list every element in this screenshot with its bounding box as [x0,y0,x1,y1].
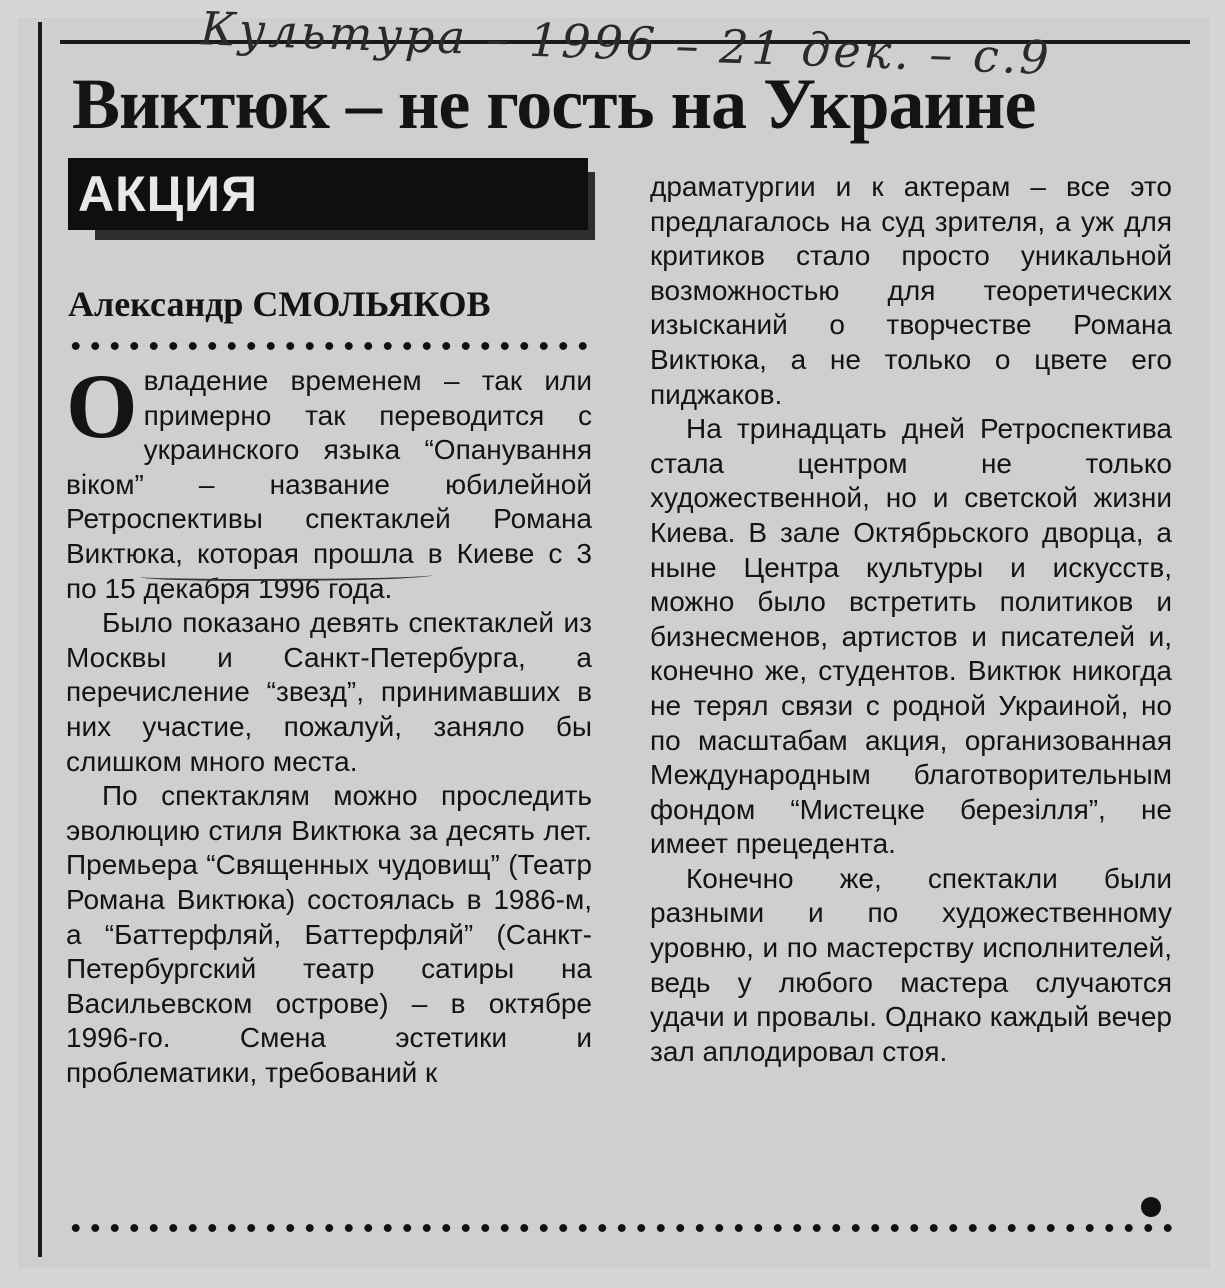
handwritten-annotation: Культура – 1996 – 21 дек. – с.9 [199,1,1053,85]
article-headline: Виктюк – не гость на Украине [72,64,1036,144]
paragraph [66,355,592,606]
paragraph: драматургии и к актерам – все это предлагалось на суд зрителя, а уж для критиков стало просто уникальной возможностью для теоретических изысканий о творчестве Романа Виктюка, а не только о цвете его пиджаков. [650,171,1172,410]
author-byline: Александр СМОЛЬЯКОВ [68,284,491,324]
paragraph: Было показано девять спектаклей из Москвы и Санкт-Петербурга, а перечисление “звезд”, принимавших в них участие, пожалуй, заняло бы слишком много места. [66,607,592,777]
end-of-article-bullet [1141,1197,1161,1217]
drop-cap: О [66,355,138,457]
dotted-divider-author [66,341,596,351]
column-1 [66,355,592,1090]
paragraph: На тринадцать дней Ретроспектива стала центром не только художественной, но и светской жизни Киева. В зале Октябрьского дворца, а ныне Центра культуры и искусств, можно было встретить политиков и бизнесменов, артистов и писателей и, конечно же, студентов. Виктюк никогда не терял связи с родной Украиной, но по масштабам акция, организованная Международным благотворительным фондом “Мистецке березілля”, не имеет прецедента. [650,413,1172,860]
paragraph: Конечно же, спектакли были разными и по художественному уровню, и по мастерству исполнителей, ведь у любого мастера случаются удачи и провалы. Однако каждый вечер зал аплодировал стоя. [650,862,1172,1067]
left-border-rule [38,22,42,1257]
paragraph: По спектаклям можно проследить эволюцию стиля Виктюка за десять лет. Премьера “Священных чудовищ” (Театр Романа Виктюка) состоялась в 1986-м, а “Баттерфляй, Баттерфляй” (Санкт-Петербургский театр сатиры на Васильевском острове) – в октябре 1996-го. Смена эстетики и проблематики, требований к [66,780,592,1088]
rubric-label: АКЦИЯ [68,158,588,230]
paragraph-text: владение временем – так или примерно так переводится с украинского языка “Опанування віком” – название юбилейной Ретроспективы спектаклей Романа Виктюка, которая прошла в Киеве с 3 по 15 декабря 1996 года. [66,365,592,604]
column-2 [650,170,1172,1069]
dotted-divider-bottom [66,1223,1176,1233]
